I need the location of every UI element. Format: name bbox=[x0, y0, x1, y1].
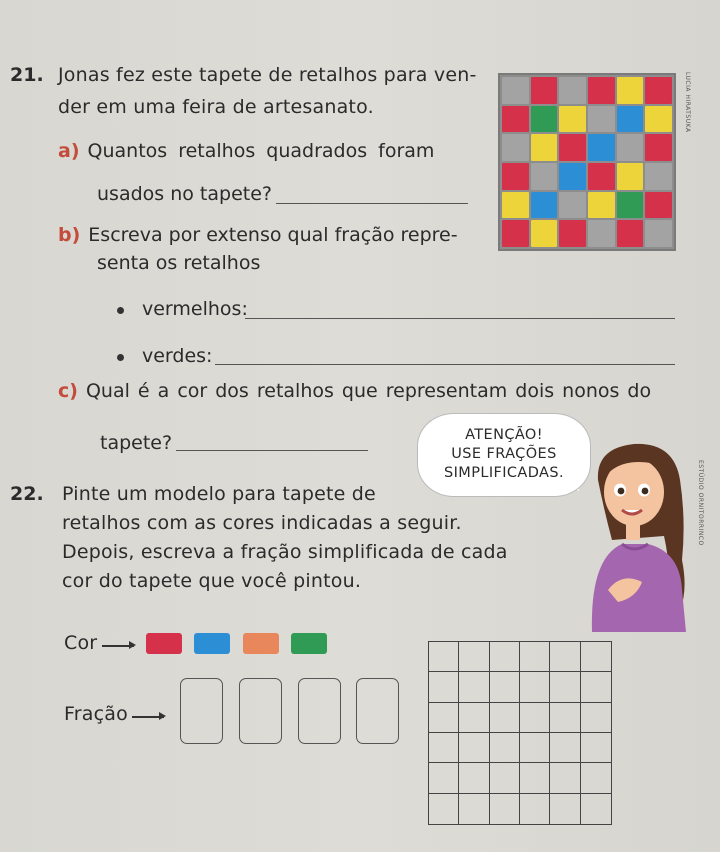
grid-cell[interactable] bbox=[550, 794, 580, 824]
grid-cell[interactable] bbox=[520, 672, 550, 702]
illustration-credit: ESTÚDIO ORNITORRINCO bbox=[697, 460, 704, 546]
grid-cell[interactable] bbox=[520, 763, 550, 793]
bubble-line2: USE FRAÇÕES bbox=[451, 446, 557, 462]
item-b-line2: senta os retalhos bbox=[97, 252, 261, 274]
answer-line-c[interactable] bbox=[176, 450, 368, 451]
question-21c bbox=[58, 380, 651, 402]
item-b-letter: b) bbox=[58, 224, 81, 246]
grid-cell[interactable] bbox=[429, 672, 459, 702]
grid-cell[interactable] bbox=[459, 672, 489, 702]
question-22-line3: Depois, escreva a fração simplificada de cada bbox=[62, 541, 508, 563]
grid-cell[interactable] bbox=[581, 763, 611, 793]
rug-patch-red bbox=[559, 134, 586, 161]
swatch-green bbox=[291, 633, 327, 654]
item-c-text: Qual é a cor dos retalhos que representam dois nonos do bbox=[85, 380, 652, 402]
fracao-arrow bbox=[132, 716, 164, 718]
grid-cell[interactable] bbox=[581, 672, 611, 702]
speech-bubble bbox=[418, 414, 590, 496]
grid-cell[interactable] bbox=[520, 642, 550, 672]
grid-cell[interactable] bbox=[459, 642, 489, 672]
grid-cell[interactable] bbox=[490, 672, 520, 702]
label-vermelhos: vermelhos: bbox=[142, 298, 248, 320]
rug-patch-gray bbox=[531, 163, 558, 190]
rug-patch-gray bbox=[645, 220, 672, 247]
grid-cell[interactable] bbox=[520, 703, 550, 733]
bullet bbox=[117, 354, 124, 361]
grid-cell[interactable] bbox=[550, 642, 580, 672]
grid-cell[interactable] bbox=[429, 794, 459, 824]
fraction-box-red[interactable] bbox=[180, 678, 223, 744]
question-21-line1: Jonas fez este tapete de retalhos para ven- bbox=[58, 64, 477, 86]
bubble-line1: ATENÇÃO! bbox=[465, 427, 543, 443]
rug-patch-blue bbox=[617, 106, 644, 133]
cor-label: Cor bbox=[64, 632, 98, 654]
grid-cell[interactable] bbox=[429, 733, 459, 763]
grid-cell[interactable] bbox=[490, 642, 520, 672]
question-21b bbox=[58, 224, 458, 246]
question-22-line2: retalhos com as cores indicadas a seguir. bbox=[62, 512, 462, 534]
grid-cell[interactable] bbox=[429, 763, 459, 793]
item-a-line2: usados no tapete? bbox=[97, 183, 272, 205]
rug-patch-yellow bbox=[617, 163, 644, 190]
grid-cell[interactable] bbox=[550, 733, 580, 763]
label-verdes: verdes: bbox=[142, 345, 213, 367]
rug-patch-gray bbox=[559, 77, 586, 104]
rug-patch-red bbox=[645, 77, 672, 104]
grid-cell[interactable] bbox=[581, 794, 611, 824]
rug-patch-red bbox=[502, 220, 529, 247]
question-22-number: 22. bbox=[10, 483, 44, 505]
grid-cell[interactable] bbox=[581, 733, 611, 763]
grid-cell[interactable] bbox=[429, 642, 459, 672]
answer-line-verdes[interactable] bbox=[215, 364, 675, 365]
question-21-line2: der em uma feira de artesanato. bbox=[58, 96, 374, 118]
patchwork-rug-image bbox=[498, 73, 676, 251]
rug-patch-yellow bbox=[617, 77, 644, 104]
grid-cell[interactable] bbox=[459, 703, 489, 733]
grid-cell[interactable] bbox=[490, 703, 520, 733]
grid-cell[interactable] bbox=[490, 794, 520, 824]
rug-patch-gray bbox=[559, 192, 586, 219]
grid-cell[interactable] bbox=[550, 672, 580, 702]
swatch-orange bbox=[243, 633, 279, 654]
rug-patch-red bbox=[645, 134, 672, 161]
rug-patch-red bbox=[531, 77, 558, 104]
question-21a bbox=[58, 140, 434, 162]
fraction-box-blue[interactable] bbox=[239, 678, 282, 744]
grid-cell[interactable] bbox=[490, 733, 520, 763]
question-21-number: 21. bbox=[10, 64, 44, 86]
grid-cell[interactable] bbox=[429, 703, 459, 733]
rug-patch-yellow bbox=[645, 106, 672, 133]
grid-cell[interactable] bbox=[550, 763, 580, 793]
grid-cell[interactable] bbox=[490, 763, 520, 793]
bubble-line3: SIMPLIFICADAS. bbox=[444, 465, 564, 481]
rug-patch-yellow bbox=[531, 220, 558, 247]
rug-patch-green bbox=[617, 192, 644, 219]
grid-cell[interactable] bbox=[459, 794, 489, 824]
item-b-text: Escreva por extenso qual fração repre- bbox=[88, 224, 458, 246]
item-c-line2: tapete? bbox=[100, 432, 173, 454]
item-a-letter: a) bbox=[58, 140, 80, 162]
rug-patch-yellow bbox=[559, 106, 586, 133]
item-c-letter: c) bbox=[58, 380, 78, 402]
rug-patch-gray bbox=[645, 163, 672, 190]
bullet bbox=[117, 307, 124, 314]
coloring-grid[interactable] bbox=[428, 641, 612, 825]
rug-patch-yellow bbox=[588, 192, 615, 219]
rug-patch-blue bbox=[559, 163, 586, 190]
rug-patch-red bbox=[502, 163, 529, 190]
rug-patch-yellow bbox=[502, 192, 529, 219]
swatch-blue bbox=[194, 633, 230, 654]
swatch-red bbox=[146, 633, 182, 654]
fraction-box-green[interactable] bbox=[356, 678, 399, 744]
item-a-text: Quantos retalhos quadrados foram bbox=[87, 140, 435, 162]
rug-patch-red bbox=[645, 192, 672, 219]
cor-arrow bbox=[102, 645, 134, 647]
rug-patch-red bbox=[588, 163, 615, 190]
rug-patch-green bbox=[531, 106, 558, 133]
grid-cell[interactable] bbox=[581, 642, 611, 672]
rug-patch-yellow bbox=[531, 134, 558, 161]
rug-patch-gray bbox=[502, 77, 529, 104]
rug-patch-blue bbox=[531, 192, 558, 219]
rug-patch-gray bbox=[617, 134, 644, 161]
question-22-line4: cor do tapete que você pintou. bbox=[62, 570, 362, 592]
grid-cell[interactable] bbox=[459, 733, 489, 763]
grid-cell[interactable] bbox=[520, 733, 550, 763]
grid-cell[interactable] bbox=[581, 703, 611, 733]
grid-cell[interactable] bbox=[550, 703, 580, 733]
rug-patch-red bbox=[502, 106, 529, 133]
rug-patch-red bbox=[617, 220, 644, 247]
grid-cell[interactable] bbox=[459, 763, 489, 793]
rug-patch-gray bbox=[502, 134, 529, 161]
rug-patch-blue bbox=[588, 134, 615, 161]
answer-line-vermelhos[interactable] bbox=[245, 318, 675, 319]
rug-patch-gray bbox=[588, 106, 615, 133]
fraction-box-orange[interactable] bbox=[298, 678, 341, 744]
girl-illustration bbox=[582, 440, 694, 632]
grid-cell[interactable] bbox=[520, 794, 550, 824]
rug-patch-red bbox=[559, 220, 586, 247]
question-22-line1: Pinte um modelo para tapete de bbox=[62, 483, 376, 505]
answer-line-a[interactable] bbox=[276, 203, 468, 204]
rug-patch-gray bbox=[588, 220, 615, 247]
fracao-label: Fração bbox=[64, 703, 128, 725]
rug-credit: LUCIA HIRATSUKA bbox=[684, 72, 691, 133]
rug-patch-red bbox=[588, 77, 615, 104]
